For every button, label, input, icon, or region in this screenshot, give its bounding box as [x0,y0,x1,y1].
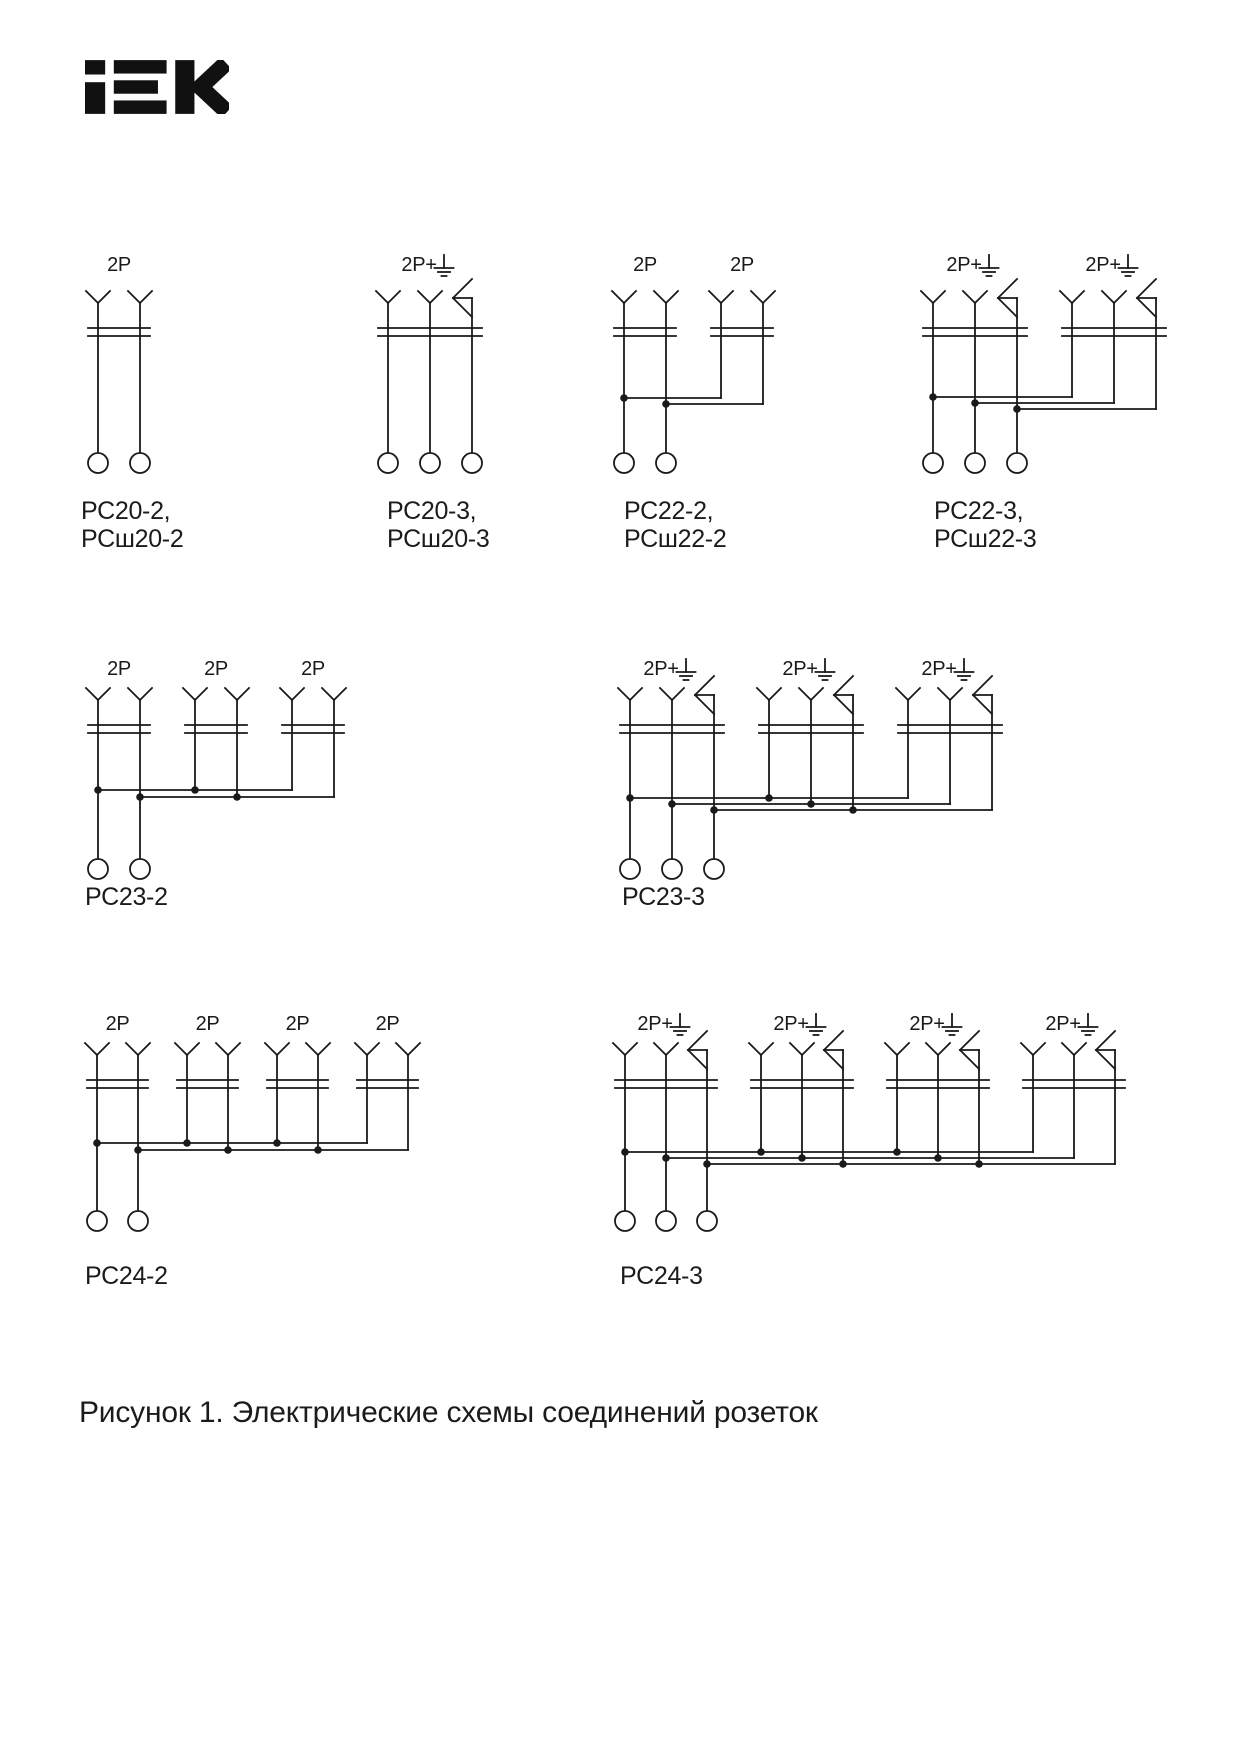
diagram-label-pc20-3 [387,497,489,553]
diagram-label-pc24-3 [620,1262,703,1290]
pin-fork [225,688,249,700]
earth-ground-icon [816,659,835,680]
terminal-circle [87,1211,107,1231]
wire [612,291,624,303]
socket-symbol [749,1013,853,1168]
wire [960,1031,979,1050]
socket-label: 2P [730,254,754,276]
wire [695,695,714,714]
terminal-circle [128,1211,148,1231]
wire [975,291,987,303]
wire [1074,1043,1086,1055]
earth-ground-icon [1119,255,1138,276]
pin-fork [938,688,962,700]
wire [885,1043,897,1055]
wire [1062,1043,1074,1055]
socket-symbol [885,1013,989,1168]
wiring-diagram-pc22-3 [921,254,1166,473]
socket-label: 2P+ [921,658,957,680]
diagram-name-text: РСш22-2 [624,525,727,553]
diagram-label-pc22-3 [934,497,1036,553]
wire [630,688,642,700]
wire [453,298,472,317]
pin-fork [376,291,400,303]
pin-fork [216,1043,240,1055]
socket-symbol [175,1013,240,1154]
ground-contact [960,1031,979,1069]
ground-contact [1137,279,1156,317]
wire [140,688,152,700]
terminal-circle [923,453,943,473]
pin-fork [86,688,110,700]
wire [306,1043,318,1055]
wire [418,291,430,303]
socket-label: 2P [375,1013,400,1035]
diagram-name-text: РС23-2 [85,883,168,911]
socket-label: 2P+ [1085,254,1121,276]
diagram-name-text: РСш22-3 [934,525,1037,553]
socket-label: 2P+ [401,254,437,276]
socket-label: 2P [105,1013,130,1035]
socket-symbol [709,254,775,404]
wire [367,1043,379,1055]
wire [85,1043,97,1055]
wire [1114,291,1126,303]
terminal-circle [1007,453,1027,473]
earth-ground-icon [677,659,696,680]
wiring-diagram-pc20-3 [376,254,482,473]
wire [228,1043,240,1055]
wire [950,688,962,700]
socket-symbol [280,658,346,797]
wire [388,291,400,303]
wire [237,688,249,700]
wire [128,688,140,700]
socket-symbol [355,1013,420,1150]
wire [998,298,1017,317]
wire [1021,1043,1033,1055]
socket-label: 2P+ [782,658,818,680]
diagram-name-text: РС20-3, [387,497,477,525]
wire [1096,1050,1115,1069]
wire [709,291,721,303]
wire [938,1043,950,1055]
pin-fork [86,291,110,303]
pin-fork [183,688,207,700]
wire [688,1050,707,1069]
earth-ground-icon [955,659,974,680]
terminal-circle [88,859,108,879]
diagram-name-text: РС24-2 [85,1262,168,1290]
pin-fork [757,688,781,700]
earth-ground-icon [807,1014,826,1035]
wire [175,1043,187,1055]
wiring-diagram-pc23-3 [618,658,1002,879]
wire [824,1031,843,1050]
wire [98,688,110,700]
pin-fork [790,1043,814,1055]
wire [834,695,853,714]
socket-symbol [921,254,1027,473]
socket-label: 2P+ [946,254,982,276]
wire [128,291,140,303]
wire [824,1050,843,1069]
ground-contact [695,676,714,714]
wire [1060,291,1072,303]
pin-fork [660,688,684,700]
socket-symbol [376,254,482,473]
wire [86,291,98,303]
terminal-circle [88,453,108,473]
ground-contact [998,279,1017,317]
wire [187,1043,199,1055]
terminal-circle [697,1211,717,1231]
terminal-circle [462,453,482,473]
wire [453,279,472,298]
pin-fork [654,291,678,303]
diagram-name-text: РСш20-2 [81,525,184,553]
wire [749,1043,761,1055]
wire [138,1043,150,1055]
wire [430,291,442,303]
socket-symbol [1060,254,1166,409]
pin-fork [1062,1043,1086,1055]
wire [672,688,684,700]
wire [660,688,672,700]
wire [973,676,992,695]
terminal-circle [965,453,985,473]
wire [926,1043,938,1055]
diagram-label-pc23-3 [622,883,705,911]
diagram-name-text: РС22-2, [624,497,714,525]
wire [666,291,678,303]
wire [897,1043,909,1055]
wire [355,1043,367,1055]
diagram-name-text: РС20-2, [81,497,171,525]
pin-fork [280,688,304,700]
ground-contact [1096,1031,1115,1069]
socket-label: 2P+ [773,1013,809,1035]
wire [751,291,763,303]
wire [318,1043,330,1055]
pin-fork [1060,291,1084,303]
wire [963,291,975,303]
terminal-circle [662,859,682,879]
wiring-diagram-pc24-2 [85,1013,420,1231]
pin-fork [265,1043,289,1055]
wire [1137,298,1156,317]
pin-fork [654,1043,678,1055]
ground-contact [834,676,853,714]
wiring-diagram-pc20-2 [86,254,152,473]
wire [195,688,207,700]
wire [97,1043,109,1055]
terminal-circle [656,1211,676,1231]
wire [761,1043,773,1055]
ground-contact [453,279,472,317]
wire [973,695,992,714]
pin-fork [613,1043,637,1055]
wire [654,1043,666,1055]
terminal-circle [130,453,150,473]
wire [396,1043,408,1055]
wire [98,291,110,303]
wire [688,1031,707,1050]
diagram-label-pc20-2 [81,497,183,553]
pin-fork [749,1043,773,1055]
wiring-diagram-pc24-3 [613,1013,1125,1231]
wire [908,688,920,700]
socket-label: 2P+ [1045,1013,1081,1035]
pin-fork [175,1043,199,1055]
terminal-circle [704,859,724,879]
wire [757,688,769,700]
socket-label: 2P+ [637,1013,673,1035]
socket-label: 2P+ [909,1013,945,1035]
wire [834,676,853,695]
terminal-circle [615,1211,635,1231]
diagram-name-text: РСш20-3 [387,525,490,553]
ground-contact [973,676,992,714]
page-caption: Рисунок 1. Электрические схемы соединений розеток [79,1396,818,1429]
pin-fork [709,291,733,303]
diagram-name-text: РС22-3, [934,497,1024,525]
pin-fork [126,1043,150,1055]
pin-fork [1102,291,1126,303]
pin-fork [85,1043,109,1055]
socket-label: 2P [633,254,657,276]
wire [799,688,811,700]
wire [613,1043,625,1055]
terminal-circle [620,859,640,879]
socket-label: 2P [204,658,228,680]
wire [280,688,292,700]
terminal-circle [130,859,150,879]
wire [1072,291,1084,303]
wire [1137,279,1156,298]
socket-label: 2P [107,658,131,680]
wire [811,688,823,700]
wire [938,688,950,700]
socket-symbol [86,658,152,879]
terminal-circle [614,453,634,473]
wire [625,1043,637,1055]
wiring-diagram-pc22-2 [612,254,775,473]
wire [322,688,334,700]
pin-fork [618,688,642,700]
wire [183,688,195,700]
wire [140,291,152,303]
pin-fork [128,291,152,303]
ground-contact [824,1031,843,1069]
wire [86,688,98,700]
wire [933,291,945,303]
earth-ground-icon [435,255,454,276]
socket-label: 2P [107,254,131,276]
diagram-label-pc22-2 [624,497,726,553]
earth-ground-icon [1079,1014,1098,1035]
pin-fork [799,688,823,700]
pin-fork [963,291,987,303]
ground-contact [688,1031,707,1069]
wire [666,1043,678,1055]
socket-symbol [618,658,724,879]
pin-fork [926,1043,950,1055]
terminal-circle [656,453,676,473]
wire [802,1043,814,1055]
wire [695,676,714,695]
earth-ground-icon [943,1014,962,1035]
wire [721,291,733,303]
pin-fork [396,1043,420,1055]
pin-fork [612,291,636,303]
wire [408,1043,420,1055]
diagram-name-text: РС23-3 [622,883,705,911]
socket-label: 2P [285,1013,310,1035]
wire [277,1043,289,1055]
wire [292,688,304,700]
socket-label: 2P [195,1013,220,1035]
socket-symbol [613,1013,717,1231]
pin-fork [355,1043,379,1055]
socket-symbol [612,254,678,473]
wire [624,291,636,303]
wire [896,688,908,700]
earth-ground-icon [980,255,999,276]
diagram-label-pc24-2 [85,1262,168,1290]
wire [1096,1031,1115,1050]
wire [763,291,775,303]
wire [1033,1043,1045,1055]
wire [376,291,388,303]
socket-symbol [265,1013,330,1154]
pin-fork [896,688,920,700]
socket-symbol [86,254,152,473]
pin-fork [885,1043,909,1055]
socket-symbol [85,1013,150,1231]
pin-fork [751,291,775,303]
pin-fork [418,291,442,303]
wire [790,1043,802,1055]
socket-symbol [896,658,1002,810]
socket-label: 2P+ [643,658,679,680]
terminal-circle [420,453,440,473]
pin-fork [306,1043,330,1055]
wire [126,1043,138,1055]
wire [265,1043,277,1055]
wire [654,291,666,303]
wire [960,1050,979,1069]
pin-fork [128,688,152,700]
diagram-label-pc23-2 [85,883,168,911]
socket-symbol [1021,1013,1125,1164]
wire [1102,291,1114,303]
socket-symbol [183,658,249,801]
wiring-diagram-pc23-2 [86,658,346,879]
pin-fork [921,291,945,303]
socket-symbol [757,658,863,814]
socket-label: 2P [301,658,325,680]
wire [216,1043,228,1055]
diagram-name-text: РС24-3 [620,1262,703,1290]
earth-ground-icon [671,1014,690,1035]
wire [921,291,933,303]
pin-fork [1021,1043,1045,1055]
pin-fork [322,688,346,700]
wire [769,688,781,700]
wire [618,688,630,700]
wire [225,688,237,700]
wire [334,688,346,700]
wire [998,279,1017,298]
terminal-circle [378,453,398,473]
